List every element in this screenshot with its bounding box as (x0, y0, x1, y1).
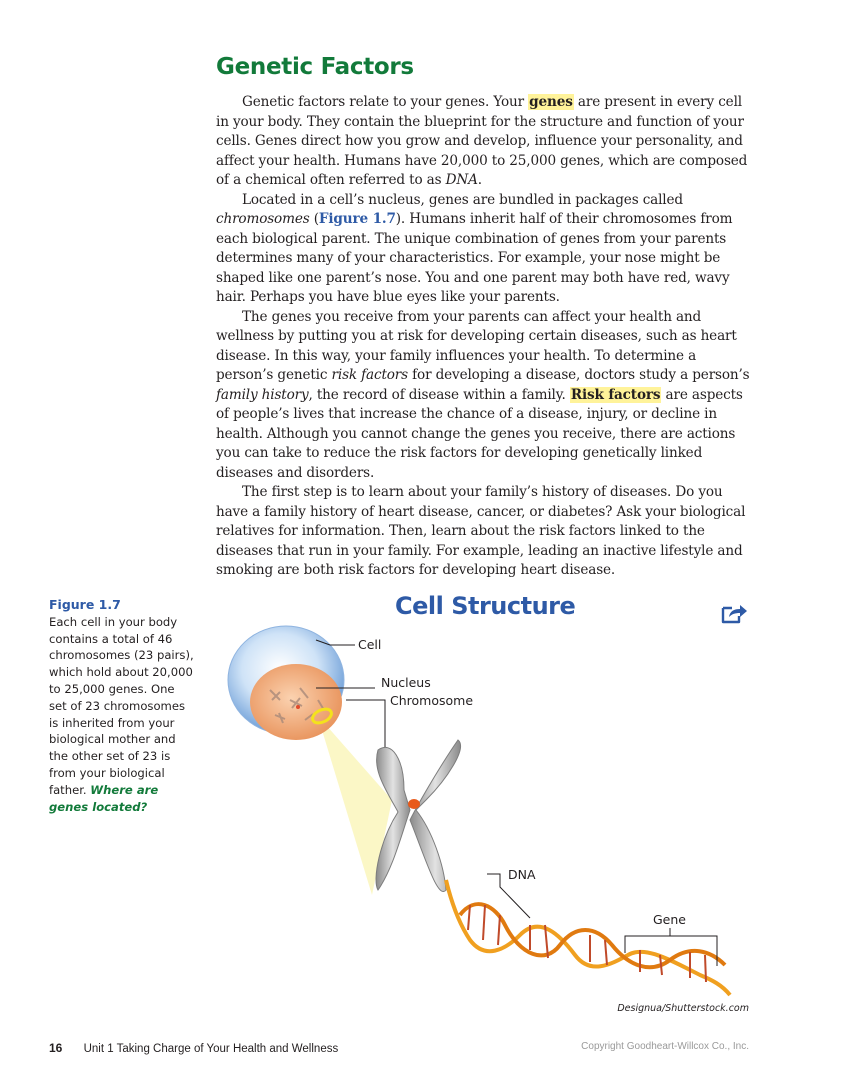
text-run: , the record of disease within a family. (308, 386, 570, 403)
text-run: ). Humans inherit half of their chromosomes from each biological parent. The unique combination of genes from your parents determines many of your characteristics. For example, your nose might be shaped like one parent’s nose. You and one parent may both have red, wavy hair. Perhaps you have blue eyes like your parents. (216, 211, 733, 305)
page-number: 16 (49, 1041, 63, 1055)
page-footer (49, 1041, 749, 1057)
label-gene: Gene (653, 912, 686, 927)
label-cell: Cell (358, 637, 382, 652)
section-title: Genetic Factors (216, 54, 414, 80)
copyright: Copyright Goodheart-Willcox Co., Inc. (581, 1041, 749, 1052)
term-risk-factors: risk factors (331, 367, 408, 383)
keyword-genes[interactable]: genes (529, 94, 573, 110)
chromosome (376, 740, 460, 892)
caption-text: Each cell in your body contains a total of 46 chromosomes (23 pairs), which hold about 20,000 to 25,000 genes. One set of 23 chromosomes is inherited from your biological mother and the other set of 23 is from your biological father. (49, 614, 194, 797)
text-run: are present in every cell in your body. They contain the blueprint for the structure and function of your cells. Genes direct how you grow and develop, influence your personality, and affect your health. Humans have 20,000 to 25,000 genes, which are composed of a chemical often referred to as (216, 94, 748, 188)
text-run: ( (309, 211, 319, 227)
label-chromosome: Chromosome (390, 693, 474, 708)
image-credit: Designua/Shutterstock.com (617, 1003, 749, 1014)
dna-helix (446, 880, 730, 995)
figure-title: Cell Structure (395, 592, 576, 620)
text-run: The genes you receive from your parents can affect your health and wellness by putting you at risk for developing certain diseases, such as heart disease. In this way, your family influences your health. To determine a person’s genetic (216, 308, 737, 383)
text-run: Located in a cell’s nucleus, genes are bundled in packages called (242, 191, 683, 208)
caption-label: Figure 1.7 (49, 597, 121, 612)
text-run: The first step is to learn about your family’s history of diseases. Do you have a family history of heart disease, cancer, or diabetes? Ask your biological relatives for information. Then, learn about the risk factors linked to the diseases that run in your family. For example, leading an inactive lifestyle and smoking are both risk factors for developing heart disease. (216, 484, 746, 578)
unit-title: Unit 1 Taking Charge of Your Health and Wellness (83, 1043, 339, 1055)
term-family-history: family history (216, 386, 309, 403)
term-chromosomes: chromosomes (216, 211, 310, 227)
label-dna: DNA (508, 867, 536, 882)
label-nucleus: Nucleus (381, 675, 431, 690)
keyword-risk-factors[interactable]: Risk factors (570, 386, 661, 403)
text-run: are aspects of people’s lives that increase the chance of a disease, injury, or decline in health. Although you cannot change the genes you receive, there are actions you can take to reduce the risk factors for developing genetically linked diseases and disorders. (216, 386, 743, 481)
text-run: for developing a disease, doctors study a person’s (407, 367, 750, 383)
caption-question: Where are genes located? (49, 782, 159, 814)
text-run: . (477, 172, 482, 188)
text-run: Genetic factors relate to your genes. Your (242, 94, 529, 110)
term-dna: DNA (445, 172, 478, 188)
figure-reference-link[interactable]: Figure 1.7 (318, 211, 396, 227)
